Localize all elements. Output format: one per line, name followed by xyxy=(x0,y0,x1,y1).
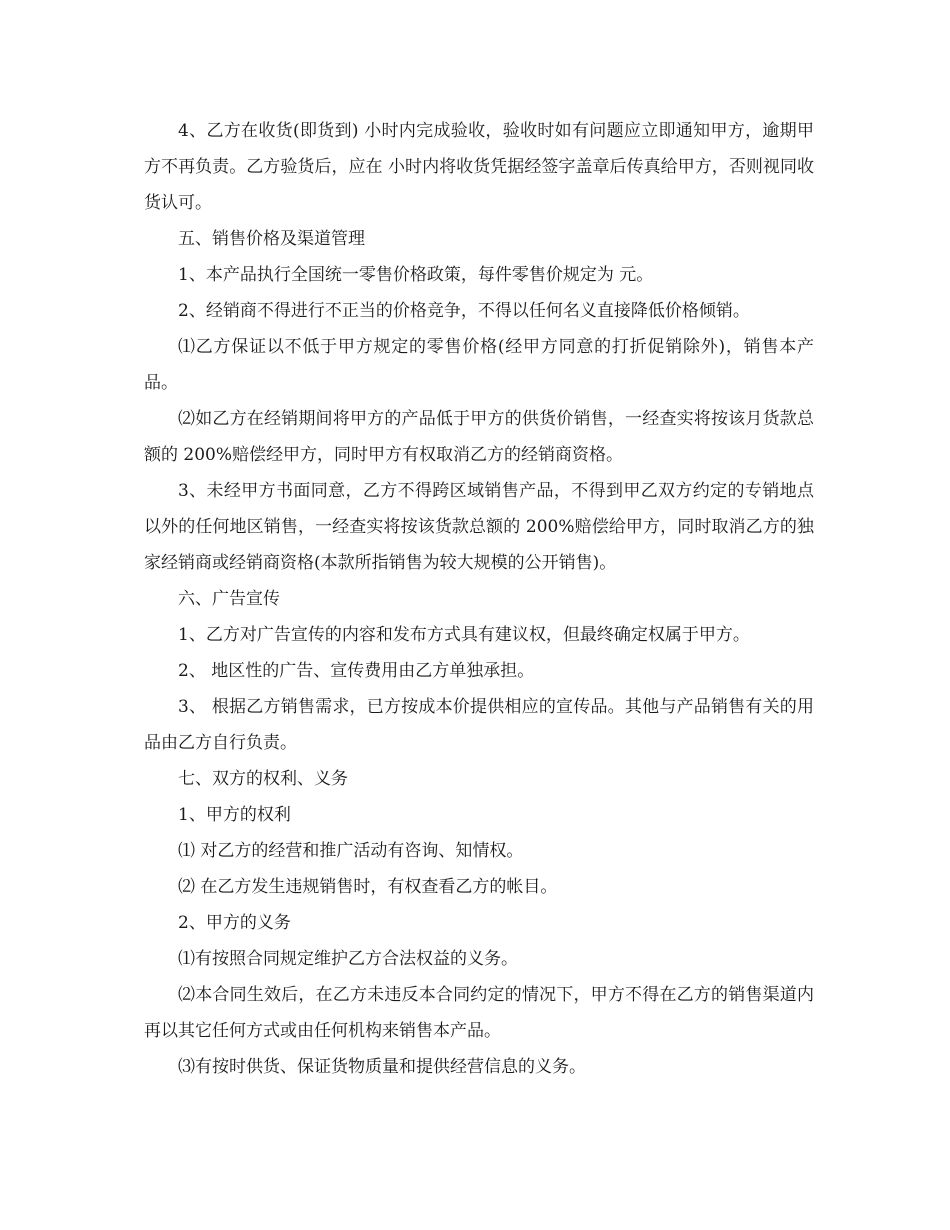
subclause-below-supply-price-penalty: ⑵如乙方在经销期间将甲方的产品低于甲方的供货价销售，一经查实将按该月货款总额的 200%赔偿经甲方，同时甲方有权取消乙方的经销商资格。 xyxy=(144,409,814,465)
document-body xyxy=(144,113,814,1085)
subclause-protect-rights: ⑴有按照合同规定维护乙方合法权益的义务。 xyxy=(178,949,518,969)
clause-cross-region-sales: 3、未经甲方书面同意，乙方不得跨区域销售产品，不得到甲乙双方约定的专销地点以外的任何地区销售，一经查实将按该货款总额的 200%赔偿给甲方，同时取消乙方的独家经销商或经销商资格(本款所指销售为较大规模的公开销售)。 xyxy=(144,481,814,573)
clause-retail-price: 1、本产品执行全国统一零售价格政策，每件零售价规定为 元。 xyxy=(178,265,654,285)
subheading-party-a-obligations: 2、甲方的义务 xyxy=(178,913,291,933)
clause-promotional-materials: 3、 根据乙方销售需求，已方按成本价提供相应的宣传品。其他与产品销售有关的用品由乙方自行负责。 xyxy=(144,697,814,753)
subclause-supply-duty: ⑶有按时供货、保证货物质量和提供经营信息的义务。 xyxy=(178,1057,586,1077)
clause-advertising-rights: 1、乙方对广告宣传的内容和发布方式具有建议权，但最终确定权属于甲方。 xyxy=(178,625,750,645)
subclause-inquiry-right: ⑴ 对乙方的经营和推广活动有咨询、知情权。 xyxy=(178,841,524,861)
clause-no-price-dumping: 2、经销商不得进行不正当的价格竞争，不得以任何名义直接降低价格倾销。 xyxy=(178,301,750,321)
section-heading-advertising: 六、广告宣传 xyxy=(178,589,280,609)
subheading-party-a-rights: 1、甲方的权利 xyxy=(178,805,291,825)
section-heading-rights-obligations: 七、双方的权利、义务 xyxy=(178,769,348,789)
clause-acceptance-inspection: 4、乙方在收货(即货到) 小时内完成验收，验收时如有问题应立即通知甲方，逾期甲方不再负责。乙方验货后，应在 小时内将收货凭据经签字盖章后传真给甲方，否则视同收货认可。 xyxy=(144,121,814,213)
subclause-minimum-price: ⑴乙方保证以不低于甲方规定的零售价格(经甲方同意的打折促销除外)，销售本产品。 xyxy=(144,337,814,393)
subclause-exclusive-channel: ⑵本合同生效后，在乙方未违反本合同约定的情况下，甲方不得在乙方的销售渠道内再以其它任何方式或由任何机构来销售本产品。 xyxy=(144,985,814,1041)
clause-regional-ad-costs: 2、 地区性的广告、宣传费用由乙方单独承担。 xyxy=(178,661,535,681)
section-heading-pricing: 五、销售价格及渠道管理 xyxy=(178,229,365,249)
subclause-audit-right: ⑵ 在乙方发生违规销售时，有权查看乙方的帐目。 xyxy=(178,877,558,897)
